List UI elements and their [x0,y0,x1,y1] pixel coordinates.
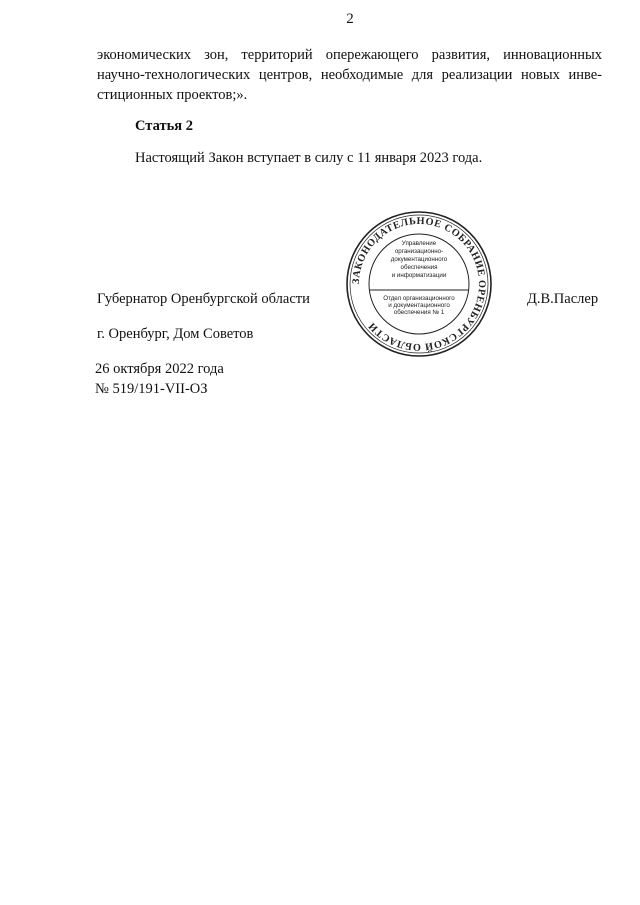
seal-inner-line: Управление [401,240,437,247]
paragraph-line: стиционных проектов;». [97,87,248,103]
seal-inner-line: и информатизации [391,272,447,279]
article-text: Настоящий Закон вступает в силу с 11 января 2023 года. [135,150,483,166]
page-number: 2 [346,11,354,27]
seal-inner-line: Отдел организационного [383,295,455,302]
seal-outer-ring-inner [350,215,488,353]
continued-paragraph [97,45,602,105]
signing-place: г. Оренбург, Дом Советов [97,326,254,342]
seal-inner-line: организационно- [394,248,444,255]
paragraph-line: научно-технологических центров, необходимые для реализации новых инве- [97,67,602,83]
signer-title: Губернатор Оренбургской области [97,291,310,307]
paragraph-line: экономических зон, территорий опережающего развития, инновационных [97,47,602,63]
law-number: № 519/191-VII-ОЗ [95,381,208,397]
article-heading: Статья 2 [135,118,193,134]
seal-inner-line: документационного [390,256,448,263]
signer-name: Д.В.Паслер [527,291,599,307]
seal-inner-line: обеспечения [400,264,438,271]
official-seal-stamp [345,210,493,358]
seal-inner-line: и документационного [388,302,450,309]
law-date: 26 октября 2022 года [95,361,224,377]
seal-inner-line: обеспечения № 1 [393,309,445,316]
seal-ring-text: ЗАКОНОДАТЕЛЬНОЕ СОБРАНИЕ ОРЕНБУРГСКОЙ ОБЛАСТИ [350,215,488,353]
